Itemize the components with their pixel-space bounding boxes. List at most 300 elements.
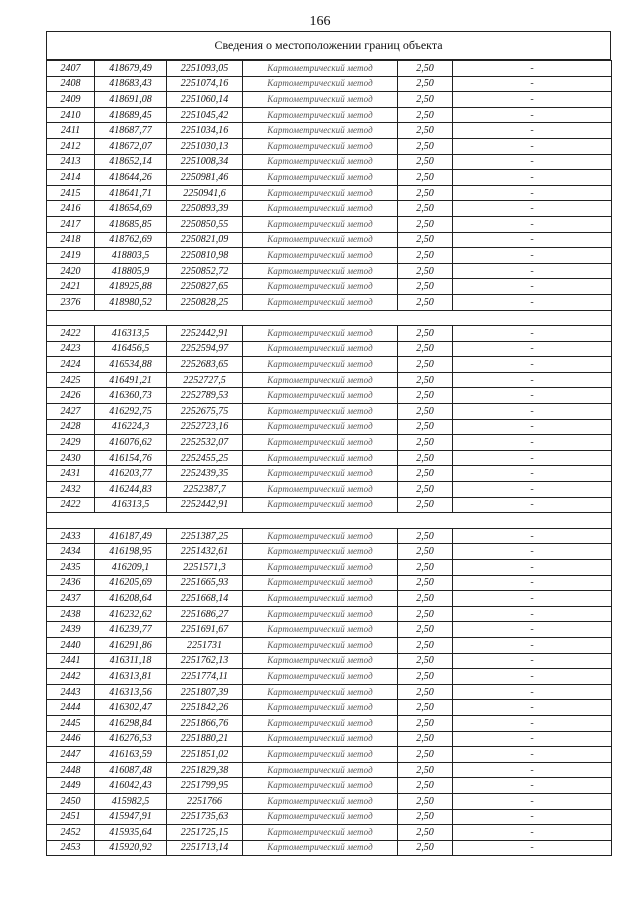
precision-cell: 2,50 (398, 248, 453, 264)
x-coordinate-cell: 416208,64 (95, 591, 167, 607)
y-coordinate-cell: 2250941,6 (167, 185, 243, 201)
y-coordinate-cell: 2251030,13 (167, 138, 243, 154)
description-cell: - (453, 92, 612, 108)
precision-cell: 2,50 (398, 778, 453, 794)
precision-cell: 2,50 (398, 419, 453, 435)
method-cell: Картометрический метод (243, 61, 398, 77)
description-cell: - (453, 388, 612, 404)
precision-cell: 2,50 (398, 669, 453, 685)
table-row (47, 653, 612, 669)
table-row (47, 404, 612, 420)
point-number-cell: 2451 (47, 809, 95, 825)
x-coordinate-cell: 418980,52 (95, 294, 167, 310)
x-coordinate-cell: 415935,64 (95, 825, 167, 841)
precision-cell: 2,50 (398, 793, 453, 809)
point-number-cell: 2446 (47, 731, 95, 747)
y-coordinate-cell: 2252455,25 (167, 450, 243, 466)
method-cell: Картометрический метод (243, 154, 398, 170)
x-coordinate-cell: 416313,5 (95, 497, 167, 513)
y-coordinate-cell: 2250852,72 (167, 263, 243, 279)
point-number-cell: 2440 (47, 637, 95, 653)
point-number-cell: 2421 (47, 279, 95, 295)
point-number-cell: 2436 (47, 575, 95, 591)
table-row (47, 466, 612, 482)
description-cell: - (453, 154, 612, 170)
point-number-cell: 2407 (47, 61, 95, 77)
method-cell: Картометрический метод (243, 170, 398, 186)
table-row (47, 232, 612, 248)
y-coordinate-cell: 2250850,55 (167, 216, 243, 232)
method-cell: Картометрический метод (243, 404, 398, 420)
x-coordinate-cell: 415920,92 (95, 840, 167, 856)
description-cell: - (453, 76, 612, 92)
y-coordinate-cell: 2251774,11 (167, 669, 243, 685)
point-number-cell: 2422 (47, 326, 95, 342)
table-row (47, 544, 612, 560)
x-coordinate-cell: 418805,9 (95, 263, 167, 279)
precision-cell: 2,50 (398, 575, 453, 591)
x-coordinate-cell: 418803,5 (95, 248, 167, 264)
y-coordinate-cell: 2251866,76 (167, 715, 243, 731)
precision-cell: 2,50 (398, 591, 453, 607)
table-row (47, 419, 612, 435)
y-coordinate-cell: 2251571,3 (167, 560, 243, 576)
x-coordinate-cell: 418687,77 (95, 123, 167, 139)
method-cell: Картометрический метод (243, 294, 398, 310)
table-row (47, 92, 612, 108)
point-number-cell: 2426 (47, 388, 95, 404)
description-cell: - (453, 669, 612, 685)
precision-cell: 2,50 (398, 263, 453, 279)
description-cell: - (453, 715, 612, 731)
table-row (47, 154, 612, 170)
table-row (47, 482, 612, 498)
description-cell: - (453, 294, 612, 310)
point-number-cell: 2424 (47, 357, 95, 373)
table-row (47, 216, 612, 232)
method-cell: Картометрический метод (243, 669, 398, 685)
description-cell: - (453, 700, 612, 716)
method-cell: Картометрический метод (243, 201, 398, 217)
table-row (47, 248, 612, 264)
table-row (47, 201, 612, 217)
table-row (47, 123, 612, 139)
y-coordinate-cell: 2250981,46 (167, 170, 243, 186)
x-coordinate-cell: 418672,07 (95, 138, 167, 154)
x-coordinate-cell: 416276,53 (95, 731, 167, 747)
table-row (47, 575, 612, 591)
precision-cell: 2,50 (398, 232, 453, 248)
point-number-cell: 2425 (47, 372, 95, 388)
method-cell: Картометрический метод (243, 684, 398, 700)
precision-cell: 2,50 (398, 341, 453, 357)
point-number-cell: 2422 (47, 497, 95, 513)
y-coordinate-cell: 2251807,39 (167, 684, 243, 700)
description-cell: - (453, 528, 612, 544)
point-number-cell: 2453 (47, 840, 95, 856)
y-coordinate-cell: 2251008,34 (167, 154, 243, 170)
method-cell: Картометрический метод (243, 341, 398, 357)
method-cell: Картометрический метод (243, 466, 398, 482)
precision-cell: 2,50 (398, 762, 453, 778)
coordinates-table-body (47, 61, 612, 856)
point-number-cell: 2412 (47, 138, 95, 154)
x-coordinate-cell: 418762,69 (95, 232, 167, 248)
y-coordinate-cell: 2251093,05 (167, 61, 243, 77)
y-coordinate-cell: 2251766 (167, 793, 243, 809)
group-separator-row (47, 513, 612, 529)
point-number-cell: 2432 (47, 482, 95, 498)
description-cell: - (453, 466, 612, 482)
precision-cell: 2,50 (398, 92, 453, 108)
y-coordinate-cell: 2251842,26 (167, 700, 243, 716)
method-cell: Картометрический метод (243, 528, 398, 544)
point-number-cell: 2441 (47, 653, 95, 669)
group-separator-row (47, 310, 612, 326)
point-number-cell: 2417 (47, 216, 95, 232)
method-cell: Картометрический метод (243, 731, 398, 747)
x-coordinate-cell: 418679,49 (95, 61, 167, 77)
y-coordinate-cell: 2250827,65 (167, 279, 243, 295)
table-row (47, 684, 612, 700)
point-number-cell: 2452 (47, 825, 95, 841)
table-row (47, 606, 612, 622)
x-coordinate-cell: 416205,69 (95, 575, 167, 591)
precision-cell: 2,50 (398, 622, 453, 638)
precision-cell: 2,50 (398, 107, 453, 123)
x-coordinate-cell: 416198,95 (95, 544, 167, 560)
x-coordinate-cell: 418691,08 (95, 92, 167, 108)
x-coordinate-cell: 416456,5 (95, 341, 167, 357)
description-cell: - (453, 825, 612, 841)
separator-cell (47, 310, 612, 326)
x-coordinate-cell: 416313,56 (95, 684, 167, 700)
x-coordinate-cell: 416187,49 (95, 528, 167, 544)
method-cell: Картометрический метод (243, 575, 398, 591)
x-coordinate-cell: 416302,47 (95, 700, 167, 716)
description-cell: - (453, 138, 612, 154)
description-cell: - (453, 575, 612, 591)
method-cell: Картометрический метод (243, 762, 398, 778)
separator-cell (47, 513, 612, 529)
description-cell: - (453, 653, 612, 669)
point-number-cell: 2433 (47, 528, 95, 544)
table-row (47, 450, 612, 466)
precision-cell: 2,50 (398, 435, 453, 451)
method-cell: Картометрический метод (243, 419, 398, 435)
method-cell: Картометрический метод (243, 637, 398, 653)
precision-cell: 2,50 (398, 138, 453, 154)
description-cell: - (453, 482, 612, 498)
description-cell: - (453, 544, 612, 560)
table-row (47, 560, 612, 576)
table-row (47, 700, 612, 716)
point-number-cell: 2437 (47, 591, 95, 607)
coordinates-table (46, 60, 612, 856)
description-cell: - (453, 622, 612, 638)
method-cell: Картометрический метод (243, 747, 398, 763)
table-row (47, 372, 612, 388)
point-number-cell: 2443 (47, 684, 95, 700)
point-number-cell: 2420 (47, 263, 95, 279)
y-coordinate-cell: 2251686,27 (167, 606, 243, 622)
point-number-cell: 2408 (47, 76, 95, 92)
method-cell: Картометрический метод (243, 482, 398, 498)
y-coordinate-cell: 2252683,65 (167, 357, 243, 373)
x-coordinate-cell: 416298,84 (95, 715, 167, 731)
precision-cell: 2,50 (398, 715, 453, 731)
y-coordinate-cell: 2252594,97 (167, 341, 243, 357)
y-coordinate-cell: 2251851,02 (167, 747, 243, 763)
table-row (47, 825, 612, 841)
x-coordinate-cell: 418654,69 (95, 201, 167, 217)
description-cell: - (453, 357, 612, 373)
precision-cell: 2,50 (398, 170, 453, 186)
description-cell: - (453, 560, 612, 576)
table-row (47, 747, 612, 763)
y-coordinate-cell: 2251735,63 (167, 809, 243, 825)
point-number-cell: 2431 (47, 466, 95, 482)
description-cell: - (453, 326, 612, 342)
table-row (47, 497, 612, 513)
description-cell: - (453, 107, 612, 123)
table-row (47, 840, 612, 856)
method-cell: Картометрический метод (243, 92, 398, 108)
precision-cell: 2,50 (398, 388, 453, 404)
method-cell: Картометрический метод (243, 107, 398, 123)
y-coordinate-cell: 2252387,7 (167, 482, 243, 498)
precision-cell: 2,50 (398, 544, 453, 560)
precision-cell: 2,50 (398, 404, 453, 420)
y-coordinate-cell: 2252723,16 (167, 419, 243, 435)
y-coordinate-cell: 2251074,16 (167, 76, 243, 92)
method-cell: Картометрический метод (243, 435, 398, 451)
point-number-cell: 2449 (47, 778, 95, 794)
point-number-cell: 2435 (47, 560, 95, 576)
precision-cell: 2,50 (398, 482, 453, 498)
description-cell: - (453, 372, 612, 388)
x-coordinate-cell: 418641,71 (95, 185, 167, 201)
precision-cell: 2,50 (398, 450, 453, 466)
table-row (47, 107, 612, 123)
method-cell: Картометрический метод (243, 450, 398, 466)
x-coordinate-cell: 416232,62 (95, 606, 167, 622)
y-coordinate-cell: 2252442,91 (167, 497, 243, 513)
x-coordinate-cell: 415947,91 (95, 809, 167, 825)
precision-cell: 2,50 (398, 279, 453, 295)
y-coordinate-cell: 2251799,95 (167, 778, 243, 794)
y-coordinate-cell: 2252439,35 (167, 466, 243, 482)
y-coordinate-cell: 2251725,15 (167, 825, 243, 841)
y-coordinate-cell: 2251713,14 (167, 840, 243, 856)
point-number-cell: 2439 (47, 622, 95, 638)
precision-cell: 2,50 (398, 154, 453, 170)
table-row (47, 294, 612, 310)
table-row (47, 778, 612, 794)
y-coordinate-cell: 2252727,5 (167, 372, 243, 388)
x-coordinate-cell: 418689,45 (95, 107, 167, 123)
point-number-cell: 2427 (47, 404, 95, 420)
table-row (47, 61, 612, 77)
table-row (47, 185, 612, 201)
table-row (47, 341, 612, 357)
point-number-cell: 2415 (47, 185, 95, 201)
point-number-cell: 2448 (47, 762, 95, 778)
point-number-cell: 2419 (47, 248, 95, 264)
point-number-cell: 2376 (47, 294, 95, 310)
y-coordinate-cell: 2251034,16 (167, 123, 243, 139)
point-number-cell: 2423 (47, 341, 95, 357)
precision-cell: 2,50 (398, 357, 453, 373)
y-coordinate-cell: 2252789,53 (167, 388, 243, 404)
x-coordinate-cell: 416076,62 (95, 435, 167, 451)
method-cell: Картометрический метод (243, 809, 398, 825)
description-cell: - (453, 591, 612, 607)
x-coordinate-cell: 416239,77 (95, 622, 167, 638)
point-number-cell: 2445 (47, 715, 95, 731)
precision-cell: 2,50 (398, 825, 453, 841)
description-cell: - (453, 170, 612, 186)
x-coordinate-cell: 416042,43 (95, 778, 167, 794)
x-coordinate-cell: 418652,14 (95, 154, 167, 170)
method-cell: Картометрический метод (243, 825, 398, 841)
y-coordinate-cell: 2251668,14 (167, 591, 243, 607)
precision-cell: 2,50 (398, 185, 453, 201)
x-coordinate-cell: 418644,26 (95, 170, 167, 186)
y-coordinate-cell: 2251432,61 (167, 544, 243, 560)
point-number-cell: 2414 (47, 170, 95, 186)
description-cell: - (453, 123, 612, 139)
precision-cell: 2,50 (398, 326, 453, 342)
table-row (47, 435, 612, 451)
method-cell: Картометрический метод (243, 606, 398, 622)
method-cell: Картометрический метод (243, 372, 398, 388)
precision-cell: 2,50 (398, 497, 453, 513)
y-coordinate-cell: 2250893,39 (167, 201, 243, 217)
point-number-cell: 2450 (47, 793, 95, 809)
point-number-cell: 2444 (47, 700, 95, 716)
point-number-cell: 2430 (47, 450, 95, 466)
description-cell: - (453, 216, 612, 232)
point-number-cell: 2447 (47, 747, 95, 763)
method-cell: Картометрический метод (243, 76, 398, 92)
description-cell: - (453, 419, 612, 435)
x-coordinate-cell: 418683,43 (95, 76, 167, 92)
table-row (47, 326, 612, 342)
description-cell: - (453, 793, 612, 809)
x-coordinate-cell: 416163,59 (95, 747, 167, 763)
table-row (47, 138, 612, 154)
y-coordinate-cell: 2251665,93 (167, 575, 243, 591)
precision-cell: 2,50 (398, 637, 453, 653)
method-cell: Картометрический метод (243, 279, 398, 295)
y-coordinate-cell: 2251829,38 (167, 762, 243, 778)
x-coordinate-cell: 415982,5 (95, 793, 167, 809)
method-cell: Картометрический метод (243, 263, 398, 279)
point-number-cell: 2410 (47, 107, 95, 123)
description-cell: - (453, 341, 612, 357)
x-coordinate-cell: 416292,75 (95, 404, 167, 420)
description-cell: - (453, 263, 612, 279)
precision-cell: 2,50 (398, 606, 453, 622)
description-cell: - (453, 684, 612, 700)
x-coordinate-cell: 416203,77 (95, 466, 167, 482)
method-cell: Картометрический метод (243, 778, 398, 794)
y-coordinate-cell: 2251060,14 (167, 92, 243, 108)
x-coordinate-cell: 416313,81 (95, 669, 167, 685)
point-number-cell: 2438 (47, 606, 95, 622)
x-coordinate-cell: 416534,88 (95, 357, 167, 373)
precision-cell: 2,50 (398, 809, 453, 825)
precision-cell: 2,50 (398, 372, 453, 388)
point-number-cell: 2411 (47, 123, 95, 139)
method-cell: Картометрический метод (243, 216, 398, 232)
description-cell: - (453, 404, 612, 420)
precision-cell: 2,50 (398, 684, 453, 700)
description-cell: - (453, 840, 612, 856)
description-cell: - (453, 637, 612, 653)
point-number-cell: 2416 (47, 201, 95, 217)
method-cell: Картометрический метод (243, 326, 398, 342)
method-cell: Картометрический метод (243, 700, 398, 716)
method-cell: Картометрический метод (243, 560, 398, 576)
method-cell: Картометрический метод (243, 653, 398, 669)
description-cell: - (453, 201, 612, 217)
table-row (47, 591, 612, 607)
x-coordinate-cell: 416244,83 (95, 482, 167, 498)
precision-cell: 2,50 (398, 731, 453, 747)
precision-cell: 2,50 (398, 700, 453, 716)
x-coordinate-cell: 416087,48 (95, 762, 167, 778)
page-number: 166 (309, 14, 331, 29)
x-coordinate-cell: 416491,21 (95, 372, 167, 388)
description-cell: - (453, 248, 612, 264)
x-coordinate-cell: 416311,18 (95, 653, 167, 669)
point-number-cell: 2409 (47, 92, 95, 108)
method-cell: Картометрический метод (243, 793, 398, 809)
description-cell: - (453, 185, 612, 201)
y-coordinate-cell: 2252532,07 (167, 435, 243, 451)
x-coordinate-cell: 416209,1 (95, 560, 167, 576)
table-row (47, 669, 612, 685)
x-coordinate-cell: 416224,3 (95, 419, 167, 435)
table-row (47, 809, 612, 825)
table-row (47, 263, 612, 279)
y-coordinate-cell: 2251691,67 (167, 622, 243, 638)
method-cell: Картометрический метод (243, 840, 398, 856)
x-coordinate-cell: 418685,85 (95, 216, 167, 232)
description-cell: - (453, 762, 612, 778)
method-cell: Картометрический метод (243, 138, 398, 154)
y-coordinate-cell: 2252442,91 (167, 326, 243, 342)
precision-cell: 2,50 (398, 747, 453, 763)
table-row (47, 731, 612, 747)
table-row (47, 637, 612, 653)
precision-cell: 2,50 (398, 653, 453, 669)
precision-cell: 2,50 (398, 123, 453, 139)
precision-cell: 2,50 (398, 76, 453, 92)
y-coordinate-cell: 2251387,25 (167, 528, 243, 544)
description-cell: - (453, 809, 612, 825)
x-coordinate-cell: 416154,76 (95, 450, 167, 466)
y-coordinate-cell: 2251762,13 (167, 653, 243, 669)
y-coordinate-cell: 2251880,21 (167, 731, 243, 747)
method-cell: Картометрический метод (243, 248, 398, 264)
table-row (47, 793, 612, 809)
method-cell: Картометрический метод (243, 622, 398, 638)
precision-cell: 2,50 (398, 201, 453, 217)
method-cell: Картометрический метод (243, 185, 398, 201)
